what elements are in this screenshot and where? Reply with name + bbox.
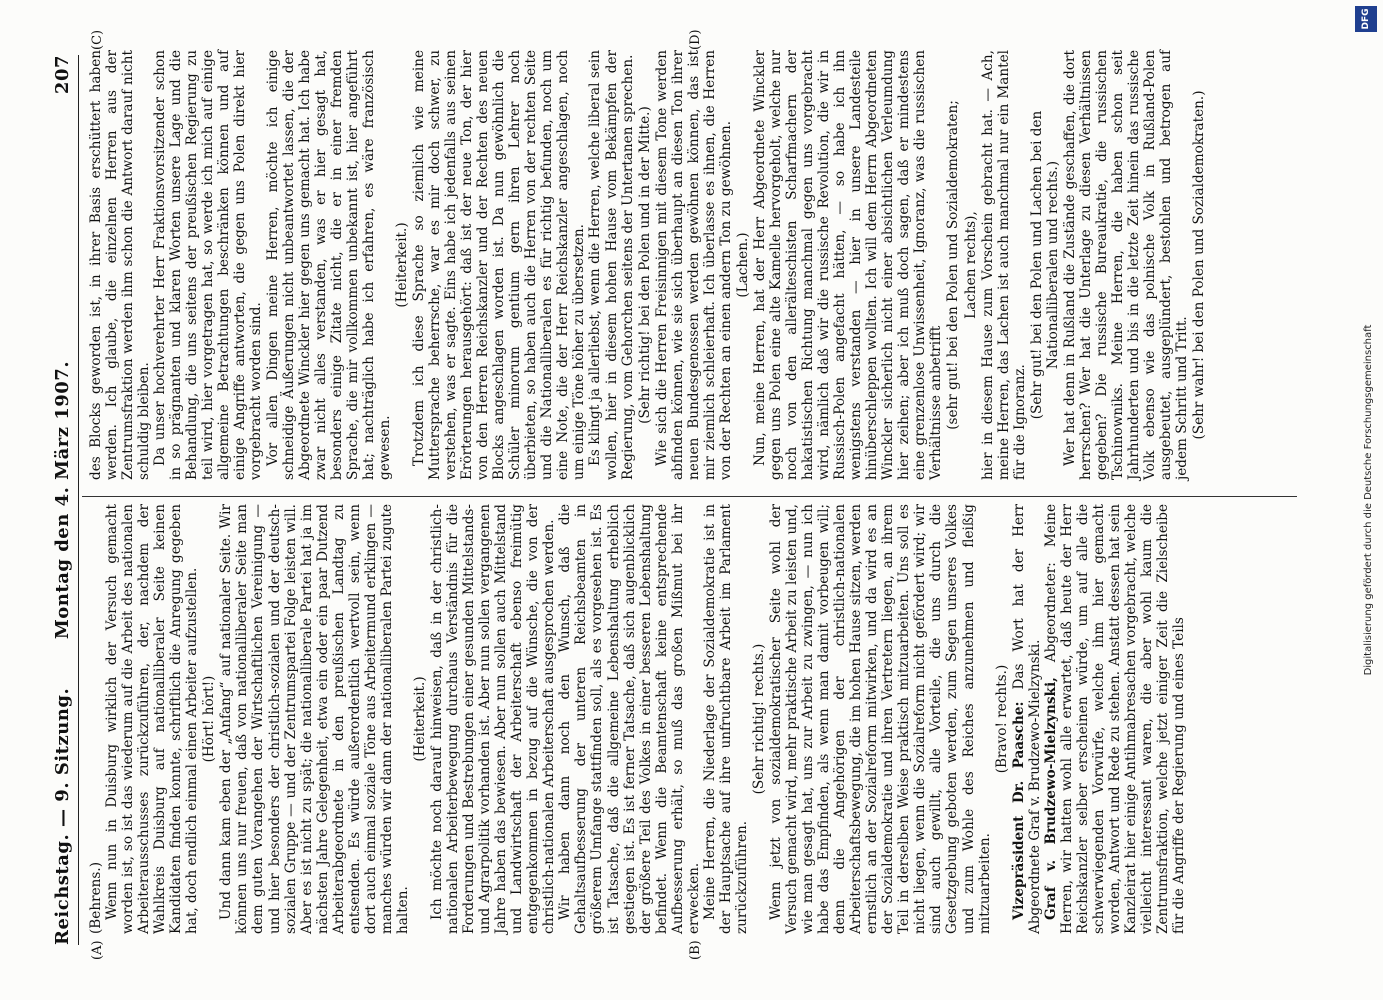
paragraph: Nun, meine Herren, hat der Herr Abgeordnete Winckler gegen uns Polen eine alte Kamelle hervorgeholt, welche nur noch von den allerälteschisten Scharfmachern der hakatistischen Richtung manchmal gegen uns vorgebracht wird, nämlich daß wir die russische Revolution, die wir in Russisch-Polen angefacht hätten, — so habe ich ihn wenigstens verstanden — hier in unsere Landesteile hinüberschleppen wollten. Ich will dem Herrn Abgeordneten Winckler sicherlich nicht einer absichtlichen Verleumdung hier zeihen; aber ich muß doch sagen, daß er mindestens eine grenzenlose Unwissenheit, Ignoranz, was die russischen Verhältnisse anbetrifft [751,50,945,480]
interjection: (Lachen.) [734,232,751,298]
interjection: (sehr gut! bei den Polen und Sozialdemokraten; [945,100,962,430]
paragraph: des Blocks geworden ist, in ihrer Basis erschüttert haben werden. Ich glaube, die einzelnen Herren aus der Zentrumsfraktion werden ihm schon die Antwort darauf nicht schuldig bleiben. [88,50,153,480]
paragraph: Da unser hochverehrter Herr Fraktionsvorsitzender schon in so prägnanten und klaren Worten unsere Lage und die Behandlung, die uns seitens der preußischen Regierung zu teil wird, hier vorgetragen hat, so werde ich mich auf einige allgemeine Betrachtungen beschränken können und auf einige Angriffe antworten, die gegen uns Polen direkt hier vorgebracht worden sind. [152,50,265,480]
paragraph: Und dann kam eben der „Anfang“ auf nationaler Seite. Wir können uns nur freuen, daß von nationalliberaler Seite man dem guten Vorangehen der Wirtschaftlichen Vereinigung — und hier besonders der christlich-sozialen und der deutsch-sozialen Gruppe — und der Zentrumspartei Folge leisten will. Aber es ist nicht zu spät; die nationalliberale Partei hat ja im nächsten Jahre Gelegenheit, etwa ein oder ein paar Dutzend Arbeiterabgeordnete in den preußischen Landtag zu entsenden. Es würde außerordentlich wertvoll sein, wenn dort auch einmal soziale Töne aus Arbeitermund erklingen — manches würden wir dann der nationalliberalen Partei zugute halten. [218,504,411,934]
interjection: (Hört! hört!) [201,675,218,763]
header-left: Reichstag. — 9. Sitzung. [52,687,73,945]
interjection: (Heiterkeit.) [411,676,428,762]
footer-credit: Digitalisierung gefördert durch die Deutsche Forschungsgemeinschaft [1363,324,1374,676]
interjection: Lachen rechts), [962,211,979,319]
speaker-name: Graf v. Brudzewo-Mielzynski, [1042,677,1059,920]
interjection: (Sehr gut! bei den Polen und Lachen bei den Nationalliberalen und rechts.) [1028,110,1061,420]
interjection: (Sehr richtig! bei den Polen und in der Mitte.) [636,106,653,424]
paragraph: (Behrens.) [88,862,104,934]
margin-mark-a: (A) [90,940,105,960]
paragraph: Trotzdem ich diese Sprache so ziemlich wie meine Muttersprache beherrsche, war es mir doch schwer, zu verstehen, was er sagte. Eins habe ich jedenfalls aus seinen Erörterungen herausgehört: daß ist der neue Ton, der hier von den Herren Reichskanzler und der Rechten des neuen Blocks angeschlagen worden ist. Da nun gewöhnlich die Schüler minorum gentium gern ihren Lehrer noch überbieten, so haben auch die Herren von der rechten Seite und die Nationalliberalen es für richtig befunden, noch um eine Note, die der Herr Reichskanzler angeschlagen, noch um einige Töne höher zu übersetzen. [410,50,588,480]
speech-text: Abgeordneter: Meine Herren, wir hatten wohl alle erwartet, daß heute der Herr Reichskanzler selber erscheinen würde, um auf alle die schwerwiegenden Vorwürfe, welche ihm hier gemacht worden, Antwort und Rede zu stehen. Anstatt dessen hat sein Kanzleirat hier einige Antihmabresachen vorgebracht, welche vielleicht interessant waren, die aber wohl kaum die Zentrumsfraktion, welche jetzt einiger Zeit die Zielscheibe für die Angriffe der Regierung und eines Teils [1042,504,1188,934]
header-rule [78,55,79,945]
paragraph: Meine Herren, die Niederlage der Sozialdemokratie ist in der Hauptsache auf ihre unfruchtbare Arbeit im Parlament zurückzuführen. [701,504,750,934]
margin-mark-c: (C) [90,29,105,50]
header-date: Montag den 4. März 1907. [52,360,73,640]
column-divider [82,496,1297,497]
paragraph [1043,504,1187,934]
margin-mark-d: (D) [688,29,703,50]
interjection: (Sehr richtig! rechts.) [750,643,767,795]
paragraph: Wie sich die Herren Freisinnigen mit diesem Tone werden abfinden können, wie sie sich überhaupt an diesen Ton ihrer neuen Bundesgenossen werden gewöhnen können, das ist mir ziemlich schleierhaft. Ich überlasse es ihnen, die Herren von der Rechten an einen andern Ton zu gewöhnen. [653,50,734,480]
paragraph: Wenn jetzt von sozialdemokratischer Seite wohl der Versuch gemacht wird, mehr praktische Arbeit zu leisten und, wie man gesagt hat, uns zur Arbeit zu zwingen, — nun ich habe das Empfinden, als wenn man damit vorbeugen will; denn die Angehörigen der christlich-nationalen Arbeiterschaftsbewegung, die im hohen Hause sitzen, werden ernstlich an der Sozialreform mitwirken, und da wird es an der Sozialdemokratie und ihren Vertretern liegen, an ihrem Teil in derselben Weise praktisch mitzuarbeiten. Uns soll es nicht liegen, wenn die Sozialreform nicht gefördert wird; wir sind auch gewillt, alle Vorteile, die uns durch die Gesetzgebung geboten werden, zum Segen unseres Volkes und zum Wohle des Reiches anzunehmen und fleißig mitzuarbeiten. [767,504,993,934]
interjection: (Sehr wahr! bei den Polen und Sozialdemokraten.) [1191,90,1208,440]
paragraph: Ich möchte noch darauf hinweisen, daß in der christlich-nationalen Arbeiterbewegung durchaus Verständnis für die Forderungen und Bestrebungen einer gesunden Mittelstands- und Agrarpolitik vorhanden ist. Aber nun sollen vergangenen Jahre haben das bewiesen. Aber nun sollen auch Mittelstand und Landwirtschaft der Arbeiterschaft ebenso freimütig entgegenkommen in bezug auf die Wünsche, die von der christlich-nationalen Arbeiterschaft ausgesprochen werden. [428,504,558,934]
speaker-name: Vizepräsident Dr. Paasche: [1010,701,1027,920]
speech-text: Das Wort hat der Herr Abgeordnete Graf v. Brudzewo-Mielzynski. [1010,504,1043,934]
margin-mark-b: (B) [688,940,703,960]
paragraph: Wir haben dann noch den Wunsch, daß die Gehaltsaufbesserung der unteren Reichsbeamten in größerem Umfange stattfinden soll, als es vorgesehen ist. Es ist Tatsache, daß die allgemeine Lebenshaltung erheblich gestiegen ist. Es ist ferner Tatsache, daß sich augenblicklich der größere Teil des Volkes in einer besseren Lebenshaltung befindet. Wenn die Beamtenschaft keine entsprechende Aufbesserung erhält, so muß das großen Mißmut bei ihr erwecken. [557,504,702,934]
paragraph: Wenn nun in Duisburg wirklich der Versuch gemacht worden ist, so ist das wiederum auf die Arbeit des nationalen Arbeiterausschusses zurückzuführen, der, nachdem der Wahlkreis Duisburg auf nationalliberaler Seite keinen Kandidaten finden konnte, schriftlich die Anregung gegeben hat, doch endlich einmal einen Arbeiter aufzustellen. [104,504,201,934]
paragraph: Wer hat denn in Rußland die Zustände geschaffen, die dort herrschen? Wer hat die Unterlage zu diesen Verhältnissen gegeben? Die russische Bureaukratie, die russischen Tschinowniks. Meine Herren, die haben schon seit Jahrhunderten und bis in die letzte Zeit hinein das russische Volk ebenso wie das polnische Volk in Rußland-Polen ausgebeutet, ausgeplündert, bestohlen und betrogen auf jedem Schritt und Tritt. [1061,50,1191,480]
page-number: 207 [52,55,73,95]
paragraph: Vor allen Dingen meine Herren, möchte ich einige schneidige Äußerungen nicht unbeantwortet lassen, die der Abgeordnete Winckler hier gegen uns gemacht hat. Ich habe zwar nicht alles verstanden, was er hier gesagt hat, besonders einige Zitate nicht, die er in einer fremden Sprache, die mir vollkommen unbekannt ist, hier angeführt hat; nachträglich habe ich erfahren, es wäre französisch gewesen. [264,50,393,480]
interjection: (Bravo! rechts.) [993,664,1010,774]
paragraph: Es klingt ja allerliebst, wenn die Herren, welche liberal sein wollen, hier in diesem hohen Hause vom Bekämpfen der Regierung, vom Gehorchen seitens der Untertanen sprechen. [587,50,636,480]
interjection: (Heiterkeit.) [393,222,410,308]
dfg-logo: DFG [1355,6,1377,32]
right-column [88,50,1208,480]
paragraph [1011,504,1043,934]
page-header [52,55,76,945]
paragraph: hier in diesem Hause zum Vorschein gebracht hat. — Ach, meine Herren, das Lachen ist auch manchmal nur ein Mantel für die Ignoranz. [979,50,1028,480]
left-column [88,504,1187,934]
